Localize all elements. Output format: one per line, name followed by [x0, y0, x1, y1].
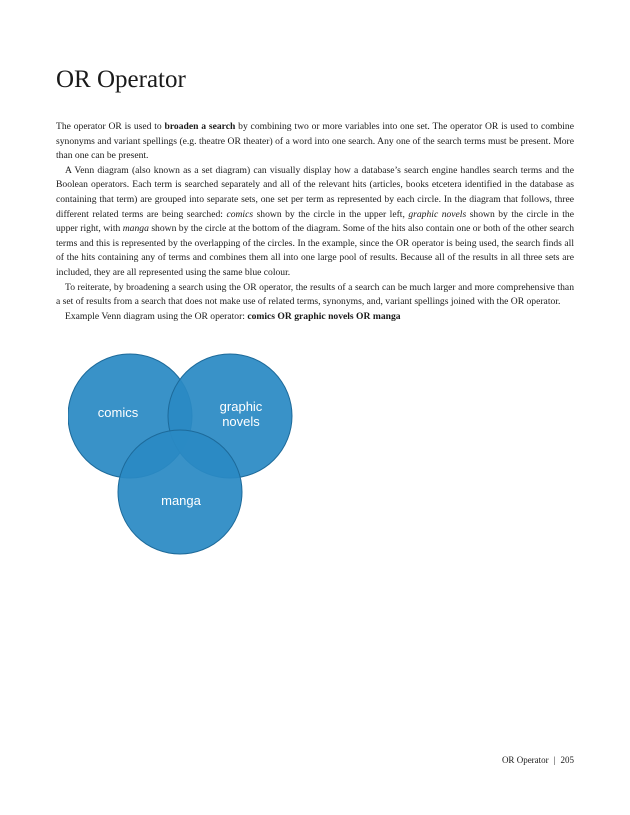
term-graphic-novels: graphic novels — [408, 208, 467, 220]
paragraph-3-text: To reiterate, by broadening a search using the OR operator, the results of a search can be much larger and more comprehensive than a set of results from a search that does not make use of related terms, synonyms, and, variant spellings joined with the OR operator. — [56, 281, 574, 308]
paragraph-1-text-a: The operator OR is used to — [56, 121, 165, 132]
term-comics: comics — [226, 208, 254, 220]
paragraph-2 — [56, 164, 574, 281]
paragraph-2-text-c: shown by the circle in the upper left, — [253, 208, 409, 220]
page-title: OR Operator — [56, 66, 186, 93]
page-footer — [502, 755, 574, 765]
venn-diagram — [68, 350, 300, 558]
paragraph-3 — [56, 281, 574, 310]
paragraph-2-text-a: A Venn diagram (also known as a set diagram) can visually display how a database’s search engine handles search terms and the Boolean operators. Each term is searched separately and all of the relevant hits (articles, books etcetera identified in the database as containing that term) are grouped into separate sets, one set per term as represented by each circle. In the diagram that follows, three different related terms are being searched: — [56, 164, 574, 220]
paragraph-1 — [56, 120, 574, 164]
venn-label-novels: novels — [222, 414, 260, 429]
venn-diagram-svg — [68, 350, 300, 558]
paragraph-2-text-g: shown by the circle at the bottom of the diagram. Some of the hits also contain one or both of the other search terms and this is represented by the overlapping of the circles. In the example, since the OR operator is being used, the search finds all of the hits containing any of terms and combines them all into one large pool of results. Because all of the results in all three sets are included, they are all represented using the same blue colour. — [56, 223, 574, 278]
venn-label-graphic: graphic — [219, 399, 263, 414]
footer-page-number: 205 — [560, 755, 574, 765]
venn-circle-manga — [118, 430, 242, 554]
body-text — [56, 120, 574, 324]
paragraph-4-text-a: Example Venn diagram using the OR operator: — [65, 310, 248, 322]
footer-section-title: OR Operator — [501, 755, 549, 765]
paragraph-1-text-c: by combining two or more variables into one set. The operator OR is used to combine synonyms and variant spellings (e.g. theatre OR theater) of a word into one search. Any one of the search terms must be present. More than one can be present. — [56, 121, 574, 162]
venn-label-manga: manga — [161, 493, 201, 508]
example-query: comics OR graphic novels OR manga — [247, 310, 401, 322]
paragraph-4 — [56, 310, 574, 325]
venn-label-comics: comics — [97, 405, 139, 420]
paragraph-1-emphasis: broaden a search — [164, 121, 236, 132]
term-manga: manga — [122, 223, 149, 235]
paragraph-2-text-e: shown by the circle in the upper right, with — [56, 208, 574, 235]
footer-separator: | — [553, 755, 556, 765]
